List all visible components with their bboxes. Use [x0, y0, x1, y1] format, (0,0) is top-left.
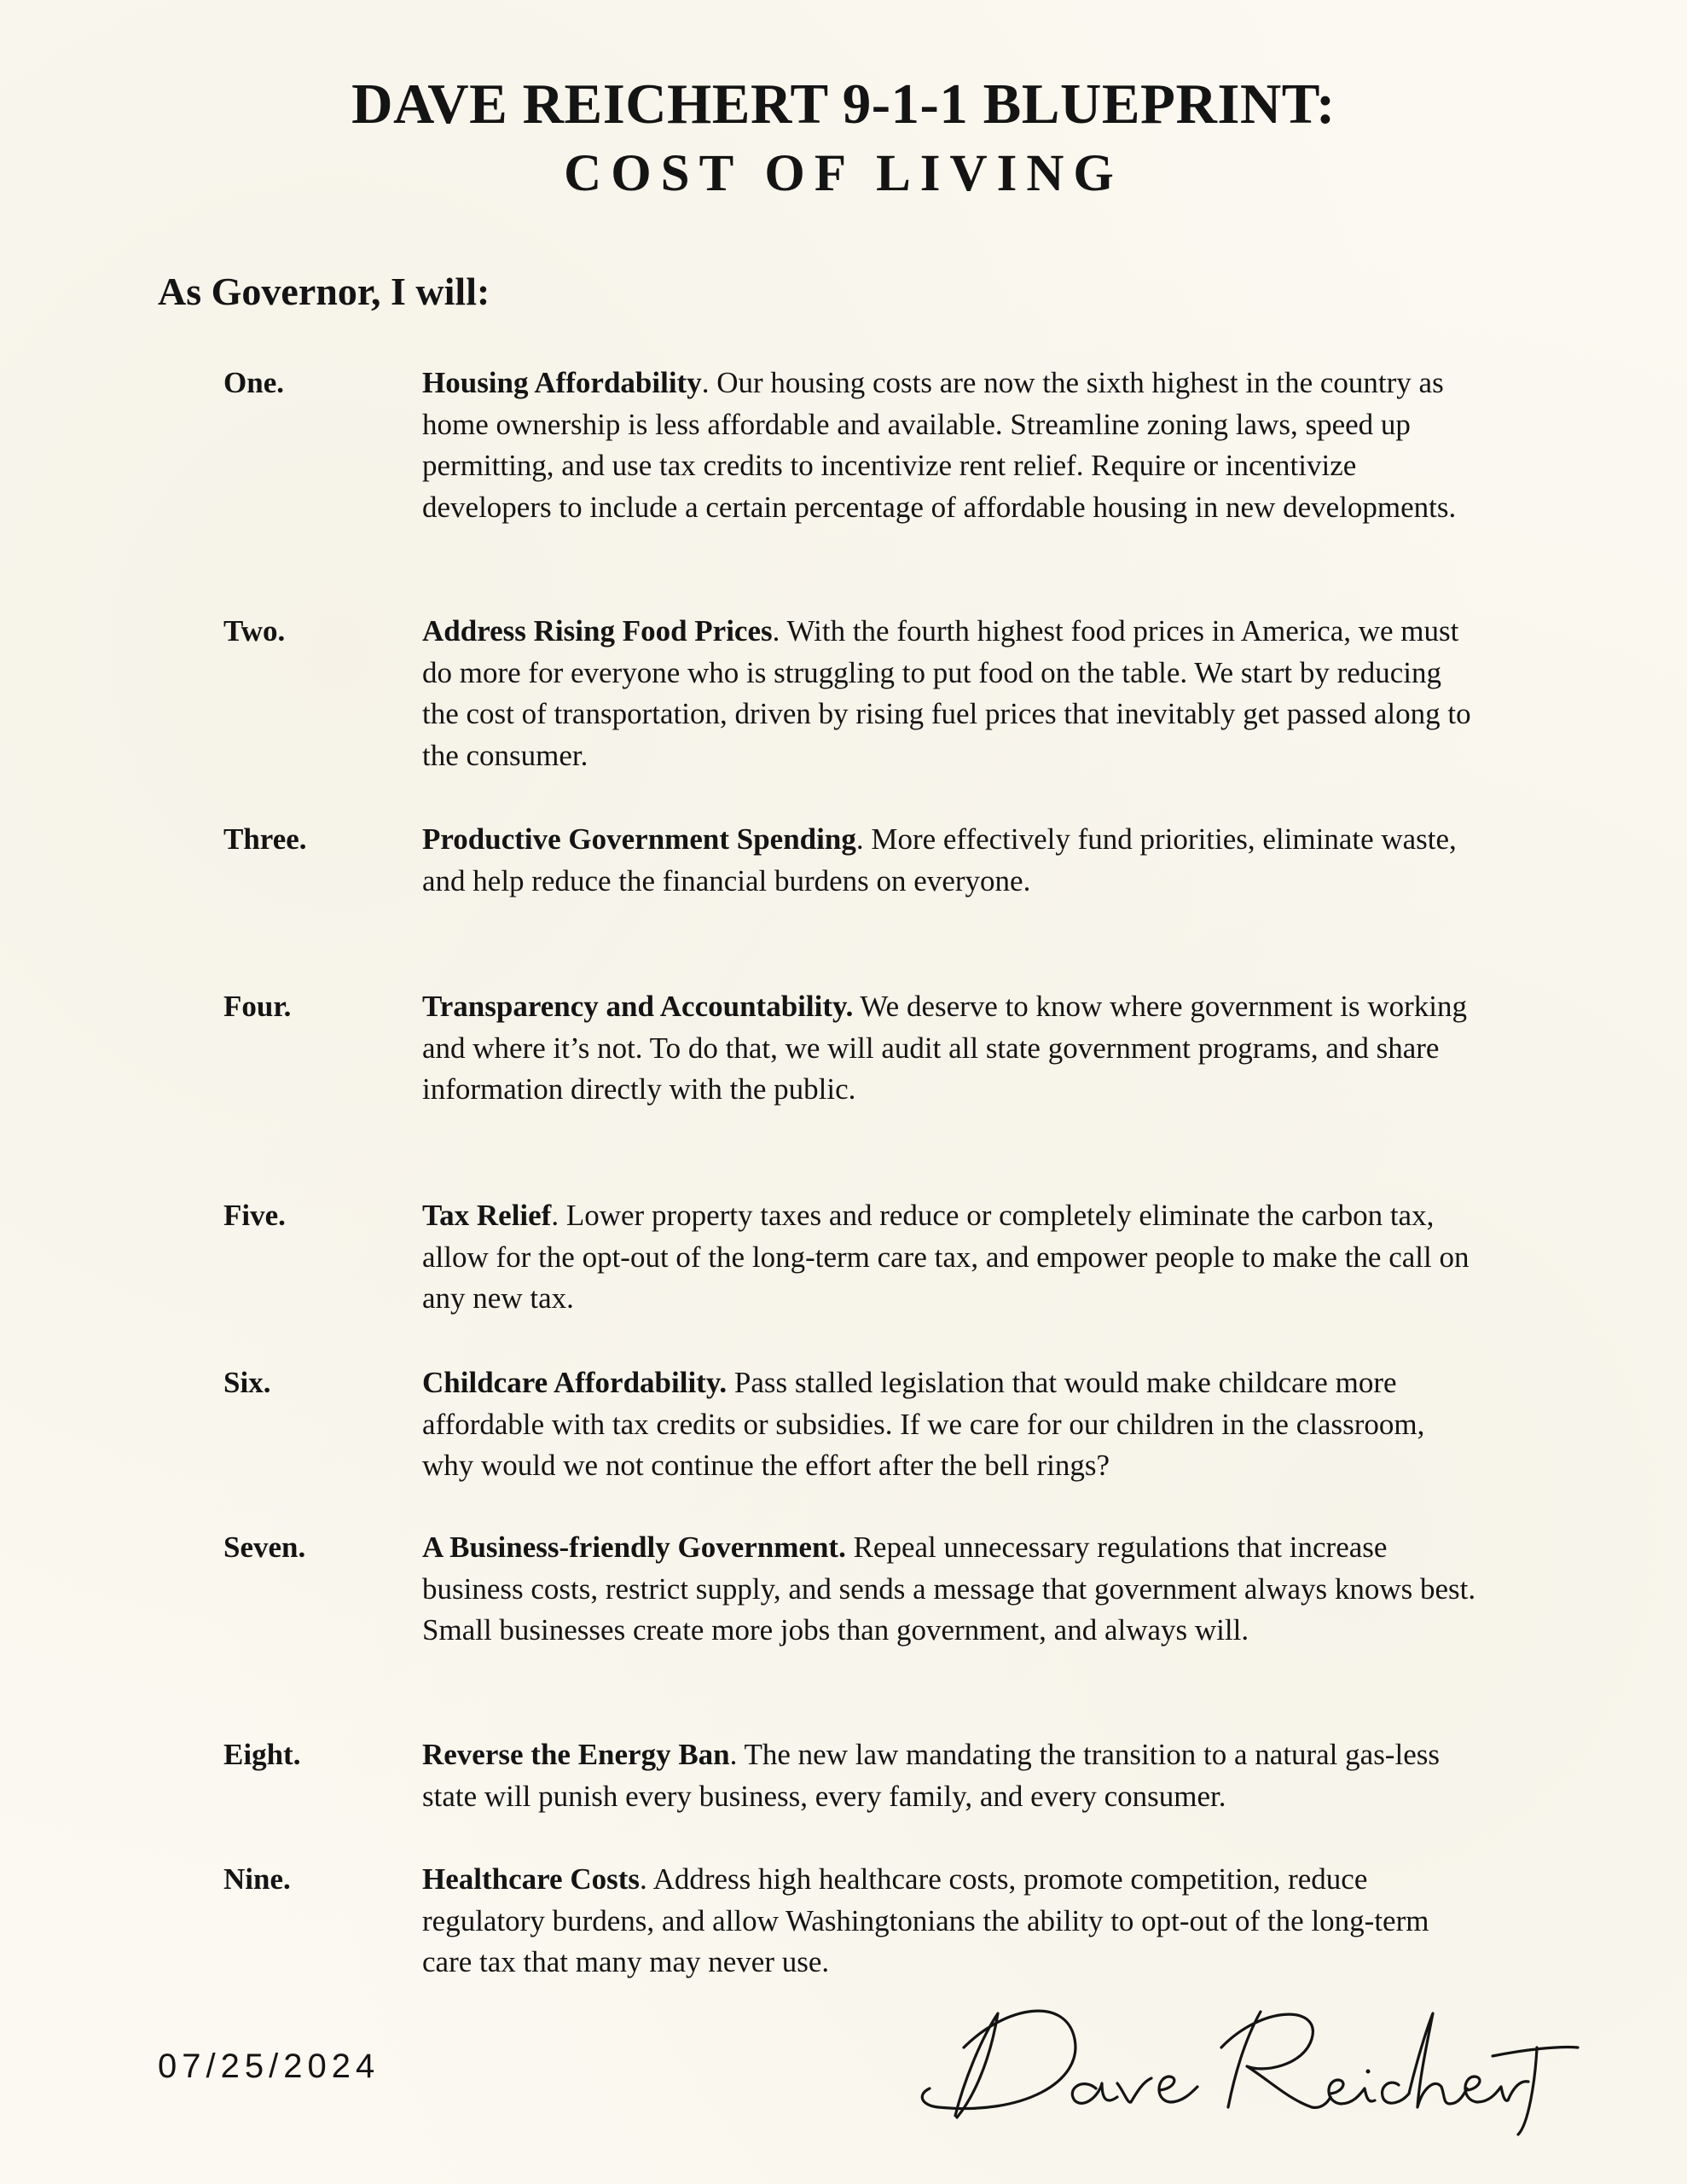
item-heading: A Business-friendly Government. — [422, 1531, 846, 1564]
item-body: Pass stalled legislation that would make childcare more affordable with tax credits or subsidies. If we care for our children in the classroom, why would we not continue the effort after the bell rings? — [422, 1366, 1425, 1482]
item-text — [422, 611, 1480, 776]
item-heading: Address Rising Food Prices — [422, 614, 773, 648]
item-number: Eight. — [223, 1738, 301, 1771]
item-number: Nine. — [223, 1862, 291, 1896]
item-text — [422, 363, 1480, 528]
document-title: DAVE REICHERT 9-1-1 BLUEPRINT: — [351, 73, 1336, 136]
item-number: Seven. — [223, 1531, 306, 1564]
item-heading: Productive Government Spending — [422, 822, 856, 856]
item-text — [422, 1734, 1480, 1817]
item-text — [422, 1859, 1480, 1984]
handwritten-signature — [904, 1988, 1586, 2141]
item-text — [422, 986, 1480, 1111]
item-text — [422, 1527, 1480, 1652]
item-text — [422, 1195, 1480, 1320]
item-heading: Transparency and Accountability. — [422, 990, 854, 1023]
item-number: Five. — [223, 1199, 286, 1232]
item-heading: Healthcare Costs — [422, 1862, 640, 1896]
item-number: Four. — [223, 990, 292, 1023]
item-text — [422, 819, 1480, 902]
item-number: Three. — [223, 822, 307, 856]
item-body: . More effectively fund priorities, eliminate waste, and help reduce the financial burdens on everyone. — [422, 822, 1457, 897]
item-body: Repeal unnecessary regulations that increase business costs, restrict supply, and sends a message that government always knows best. Small businesses create more jobs than government, and always will. — [422, 1531, 1476, 1647]
item-body: . Our housing costs are now the sixth highest in the country as home ownership is less affordable and available. Streamline zoning laws, speed up permitting, and use tax credits to incentivize rent relief. Require or incentivize developers to include a certain percentage of affordable housing in new developments. — [422, 366, 1457, 524]
item-body: . Address high healthcare costs, promote competition, reduce regulatory burdens, and allow Washingtonians the ability to opt-out of the long-term care tax that many may never use. — [422, 1862, 1429, 1978]
item-number: One. — [223, 366, 284, 399]
item-body: . Lower property taxes and reduce or completely eliminate the carbon tax, allow for the opt-out of the long-term care tax, and empower people to make the call on any new tax. — [422, 1199, 1470, 1315]
item-heading: Reverse the Energy Ban — [422, 1738, 730, 1771]
item-heading: Tax Relief — [422, 1199, 552, 1232]
item-heading: Childcare Affordability. — [422, 1366, 728, 1399]
item-number: Six. — [223, 1366, 271, 1399]
item-body: . The new law mandating the transition to a natural gas-less state will punish every business, every family, and every consumer. — [422, 1738, 1440, 1813]
intro-heading: As Governor, I will: — [158, 270, 490, 313]
document-subtitle: COST OF LIVING — [564, 145, 1123, 202]
item-body: . With the fourth highest food prices in America, we must do more for everyone who is struggling to put food on the table. We start by reducing the cost of transportation, driven by rising fuel prices that inevitably get passed along to the consumer. — [422, 614, 1471, 772]
item-number: Two. — [223, 614, 286, 648]
item-text — [422, 1362, 1480, 1487]
item-body: We deserve to know where government is working and where it’s not. To do that, we will audit all state government programs, and share information directly with the public. — [422, 990, 1467, 1106]
document-date: 07/25/2024 — [158, 2048, 380, 2085]
item-heading: Housing Affordability — [422, 366, 702, 399]
